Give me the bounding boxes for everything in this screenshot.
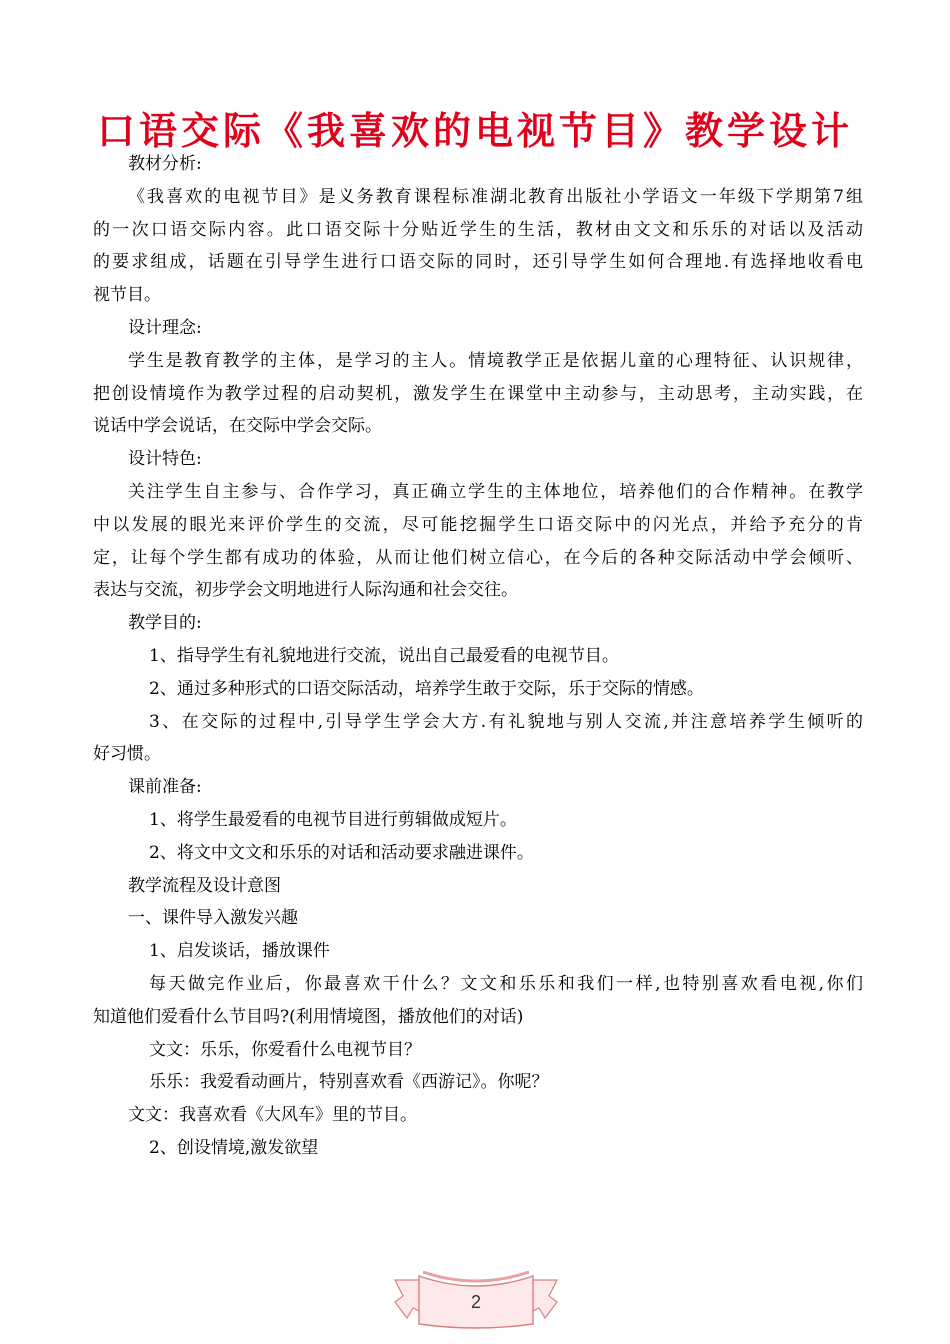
paragraph-line: 教学目的: bbox=[128, 613, 202, 634]
paragraph-line: 设计特色: bbox=[128, 449, 202, 470]
paragraph-line: 课前准备: bbox=[128, 777, 202, 798]
page-footer bbox=[393, 1266, 559, 1336]
document-title: 口语交际《我喜欢的电视节目》教学设计 bbox=[96, 109, 853, 153]
paragraph-line: 1、启发谈话，播放课件 bbox=[149, 941, 330, 962]
paragraph-line: 文文：我喜欢看《大风车》里的节目。 bbox=[128, 1105, 417, 1126]
paragraph-line: 3、在交际的过程中,引导学生学会大方.有礼貌地与别人交流,并注意培养学生倾听的 bbox=[149, 711, 863, 732]
paragraph-line: 教学流程及设计意图 bbox=[128, 875, 281, 896]
paragraph-line: 2、创设情境,激发欲望 bbox=[149, 1137, 319, 1158]
paragraph-line: 的要求组成，话题在引导学生进行口语交际的同时，还引导学生如何合理地.有选择地收看电 bbox=[93, 252, 863, 273]
paragraph-line: 每天做完作业后，你最喜欢干什么？文文和乐乐和我们一样,也特别喜欢看电视,你们 bbox=[149, 973, 863, 994]
paragraph-line: 中以发展的眼光来评价学生的交流，尽可能挖掘学生口语交际中的闪光点，并给予充分的肯 bbox=[93, 514, 863, 535]
paragraph-line: 说话中学会说话，在交际中学会交际。 bbox=[93, 416, 382, 437]
paragraph-line: 好习惯。 bbox=[93, 744, 161, 765]
paragraph-line: 一、课件导入激发兴趣 bbox=[128, 908, 298, 929]
paragraph-line: 视节目。 bbox=[93, 285, 161, 306]
paragraph-line: 的一次口语交际内容。此口语交际十分贴近学生的生活，教材由文文和乐乐的对话以及活动 bbox=[93, 219, 863, 240]
paragraph-line: 2、通过多种形式的口语交际活动，培养学生敢于交际，乐于交际的情感。 bbox=[149, 678, 704, 699]
page-number: 2 bbox=[470, 1292, 481, 1312]
paragraph-line: 表达与交流，初步学会文明地进行人际沟通和社会交往。 bbox=[93, 580, 518, 601]
paragraph-line: 把创设情境作为教学过程的启动契机，激发学生在课堂中主动参与，主动思考，主动实践，在 bbox=[93, 383, 863, 404]
paragraph-line: 学生是教育教学的主体，是学习的主人。情境教学正是依据儿童的心理特征、认识规律， bbox=[128, 350, 863, 371]
paragraph-line: 乐乐：我爱看动画片，特别喜欢看《西游记》。你呢？ bbox=[149, 1072, 549, 1093]
paragraph-line: 1、指导学生有礼貌地进行交流，说出自己最爱看的电视节目。 bbox=[149, 645, 619, 666]
paragraph-line: 《我喜欢的电视节目》是义务教育课程标准湖北教育出版社小学语文一年级下学期第7组 bbox=[128, 186, 863, 207]
paragraph-line: 知道他们爱看什么节目吗?(利用情境图，播放他们的对话) bbox=[93, 1006, 524, 1027]
document-body bbox=[93, 148, 863, 1165]
paragraph-line: 2、将文中文文和乐乐的对话和活动要求融进课件。 bbox=[149, 842, 534, 863]
paragraph-line: 文文：乐乐，你爱看什么电视节目？ bbox=[149, 1039, 421, 1060]
paragraph-line: 关注学生自主参与、合作学习，真正确立学生的主体地位，培养他们的合作精神。在教学 bbox=[128, 481, 863, 502]
paragraph-line: 定，让每个学生都有成功的体验，从而让他们树立信心，在今后的各种交际活动中学会倾听、 bbox=[93, 547, 863, 568]
paragraph-line: 1、将学生最爱看的电视节目进行剪辑做成短片。 bbox=[149, 809, 517, 830]
paragraph-line: 教材分析: bbox=[128, 154, 202, 174]
paragraph-line: 设计理念: bbox=[128, 317, 202, 338]
